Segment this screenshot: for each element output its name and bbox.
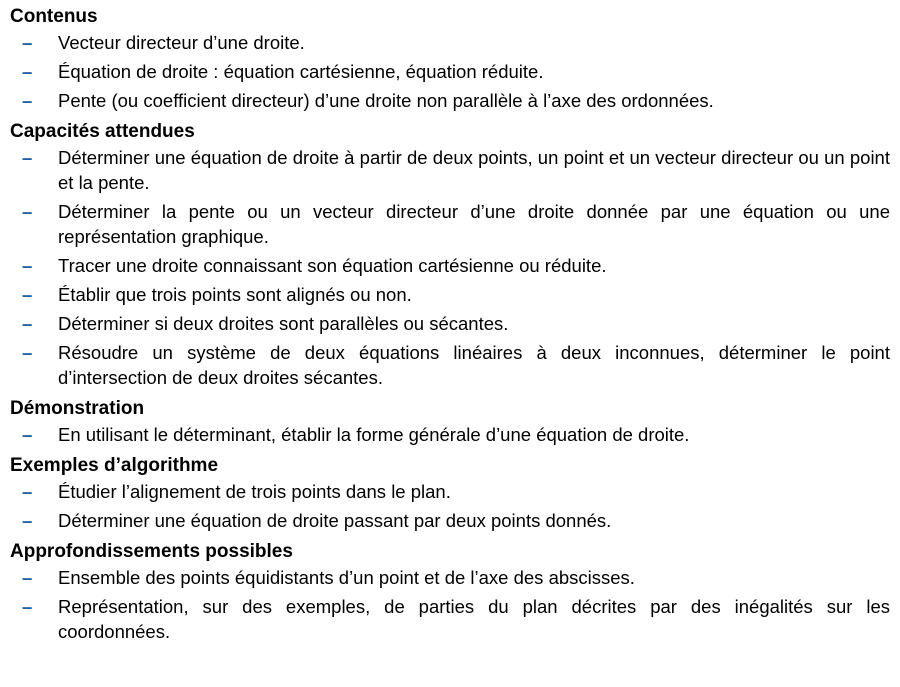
list-item	[10, 253, 890, 278]
list-item	[10, 594, 890, 644]
section-heading: Approfondissements possibles	[10, 541, 293, 562]
list-item-text: Déterminer une équation de droite à partir de deux points, un point et un vecteur directeur ou un point et la pente.	[58, 147, 890, 193]
dash-bullet: –	[22, 32, 33, 53]
list-item	[10, 282, 890, 307]
list-item-text: Représentation, sur des exemples, de parties du plan décrites par des inégalités sur les coordonnées.	[58, 596, 890, 642]
list-item	[10, 59, 890, 84]
section-heading: Exemples d’algorithme	[10, 455, 219, 476]
section-heading: Capacités attendues	[10, 121, 195, 142]
list-item	[10, 145, 890, 195]
bullet-list	[10, 30, 890, 113]
list-item-text: Étudier l’alignement de trois points dans le plan.	[58, 481, 451, 502]
section-approfondissements	[10, 539, 890, 644]
list-item-text: Vecteur directeur d’une droite.	[58, 32, 305, 53]
list-item-text: Déterminer une équation de droite passant par deux points donnés.	[58, 510, 612, 531]
list-item	[10, 88, 890, 113]
dash-bullet: –	[22, 596, 33, 617]
list-item	[10, 508, 890, 533]
list-item	[10, 311, 890, 336]
list-item-text: Ensemble des points équidistants d’un point et de l’axe des abscisses.	[58, 567, 635, 588]
bullet-list	[10, 422, 890, 447]
section-heading: Contenus	[10, 6, 98, 27]
bullet-list	[10, 145, 890, 390]
dash-bullet: –	[22, 90, 33, 111]
bullet-list	[10, 565, 890, 644]
list-item	[10, 479, 890, 504]
list-item-text: Déterminer la pente ou un vecteur directeur d’une droite donnée par une équation ou une représentation graphique.	[58, 201, 890, 247]
section-contenus	[10, 4, 890, 113]
list-item	[10, 565, 890, 590]
list-item-text: Résoudre un système de deux équations linéaires à deux inconnues, déterminer le point d’intersection de deux droites sécantes.	[58, 342, 890, 388]
list-item	[10, 30, 890, 55]
list-item-text: Établir que trois points sont alignés ou non.	[58, 284, 412, 305]
dash-bullet: –	[22, 61, 33, 82]
section-heading: Démonstration	[10, 398, 145, 419]
dash-bullet: –	[22, 567, 33, 588]
list-item-text: Pente (ou coefficient directeur) d’une droite non parallèle à l’axe des ordonnées.	[58, 90, 714, 111]
list-item-text: En utilisant le déterminant, établir la forme générale d’une équation de droite.	[58, 424, 690, 445]
bullet-list	[10, 479, 890, 533]
dash-bullet: –	[22, 313, 33, 334]
dash-bullet: –	[22, 510, 33, 531]
list-item-text: Déterminer si deux droites sont parallèles ou sécantes.	[58, 313, 509, 334]
list-item-text: Tracer une droite connaissant son équation cartésienne ou réduite.	[58, 255, 607, 276]
section-demonstration	[10, 396, 890, 447]
dash-bullet: –	[22, 147, 33, 168]
dash-bullet: –	[22, 342, 33, 363]
dash-bullet: –	[22, 481, 33, 502]
section-capacites-attendues	[10, 119, 890, 390]
list-item	[10, 199, 890, 249]
section-exemples-algorithme	[10, 453, 890, 533]
list-item	[10, 422, 890, 447]
list-item	[10, 340, 890, 390]
dash-bullet: –	[22, 201, 33, 222]
list-item-text: Équation de droite : équation cartésienne, équation réduite.	[58, 61, 544, 82]
dash-bullet: –	[22, 284, 33, 305]
dash-bullet: –	[22, 424, 33, 445]
dash-bullet: –	[22, 255, 33, 276]
